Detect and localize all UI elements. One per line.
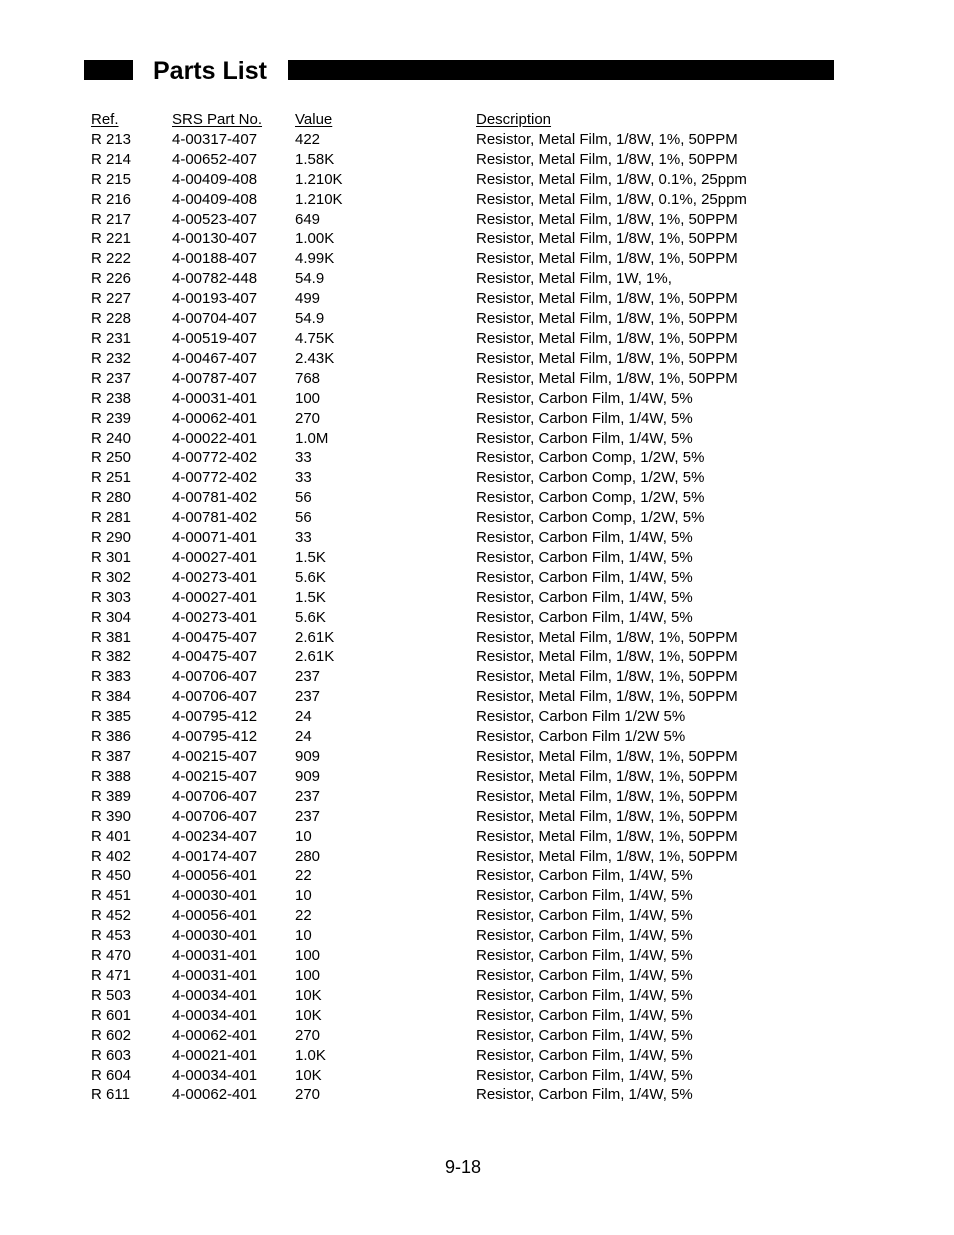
cell-ref: R 226 xyxy=(91,270,132,288)
cell-ref: R 301 xyxy=(91,548,132,566)
cell-value: 10 xyxy=(295,927,312,945)
cell-ref: R 387 xyxy=(91,748,132,765)
cell-description: Resistor, Metal Film, 1/8W, 1%, 50PPM xyxy=(476,150,738,168)
column-header-part-number: SRS Part No. xyxy=(172,111,263,128)
cell-description: Resistor, Carbon Film, 1/4W, 5% xyxy=(476,588,693,606)
cell-ref: R 227 xyxy=(91,290,132,308)
cell-description: Resistor, Carbon Film, 1/4W, 5% xyxy=(476,927,693,945)
cell-description: Resistor, Metal Film, 1/8W, 1%, 50PPM xyxy=(476,290,738,308)
cell-value: 10K xyxy=(295,1006,322,1024)
cell-description: Resistor, Metal Film, 1/8W, 1%, 50PPM xyxy=(476,369,738,387)
cell-part-number: 4-00475-407 xyxy=(172,648,258,666)
cell-part-number: 4-00795-412 xyxy=(172,728,258,746)
cell-description: Resistor, Carbon Film, 1/4W, 5% xyxy=(476,1026,693,1044)
cell-ref: R 384 xyxy=(91,688,132,706)
cell-description: Resistor, Metal Film, 1/8W, 0.1%, 25ppm xyxy=(476,190,747,208)
cell-part-number: 4-00782-448 xyxy=(172,270,258,288)
cell-part-number: 4-00787-407 xyxy=(172,369,258,387)
cell-value: 33 xyxy=(295,469,312,487)
page-number: 9-18 xyxy=(444,1157,482,1177)
cell-part-number: 4-00062-401 xyxy=(172,1026,258,1044)
cell-value: 499 xyxy=(295,290,321,308)
cell-ref: R 216 xyxy=(91,190,132,208)
cell-value: 10 xyxy=(295,887,312,905)
cell-description: Resistor, Carbon Film, 1/4W, 5% xyxy=(476,548,693,566)
cell-part-number: 4-00706-407 xyxy=(172,807,258,825)
cell-value: 2.43K xyxy=(295,349,335,367)
cell-value: 909 xyxy=(295,748,321,765)
cell-ref: R 471 xyxy=(91,966,132,984)
cell-part-number: 4-00795-412 xyxy=(172,708,258,726)
cell-ref: R 388 xyxy=(91,767,132,785)
cell-ref: R 601 xyxy=(91,1006,132,1024)
cell-ref: R 383 xyxy=(91,668,132,686)
cell-description: Resistor, Carbon Film, 1/4W, 5% xyxy=(476,887,693,905)
header-bar-left xyxy=(84,60,133,80)
cell-part-number: 4-00273-401 xyxy=(172,608,258,626)
column-header-ref: Ref. xyxy=(91,111,119,128)
header-bar-right xyxy=(288,60,834,80)
cell-ref: R 450 xyxy=(91,867,132,885)
cell-description: Resistor, Carbon Film, 1/4W, 5% xyxy=(476,986,693,1004)
cell-part-number: 4-00781-402 xyxy=(172,489,258,507)
cell-ref: R 389 xyxy=(91,787,132,805)
cell-part-number: 4-00174-407 xyxy=(172,847,258,865)
cell-part-number: 4-00772-402 xyxy=(172,469,258,487)
column-header-value: Value xyxy=(295,111,333,128)
cell-value: 24 xyxy=(295,708,312,726)
cell-part-number: 4-00031-401 xyxy=(172,966,258,984)
cell-part-number: 4-00519-407 xyxy=(172,329,258,347)
cell-value: 10 xyxy=(295,827,312,845)
cell-ref: R 453 xyxy=(91,927,132,945)
cell-ref: R 304 xyxy=(91,608,132,626)
cell-part-number: 4-00706-407 xyxy=(172,787,258,805)
cell-description: Resistor, Carbon Film, 1/4W, 5% xyxy=(476,1046,693,1064)
cell-ref: R 221 xyxy=(91,230,132,248)
cell-description: Resistor, Metal Film, 1/8W, 1%, 50PPM xyxy=(476,130,738,148)
cell-ref: R 251 xyxy=(91,469,132,487)
cell-description: Resistor, Carbon Film, 1/4W, 5% xyxy=(476,409,693,427)
cell-description: Resistor, Metal Film, 1/8W, 1%, 50PPM xyxy=(476,807,738,825)
cell-part-number: 4-00130-407 xyxy=(172,230,258,248)
cell-value: 2.61K xyxy=(295,648,335,666)
cell-ref: R 451 xyxy=(91,887,132,905)
cell-description: Resistor, Carbon Film, 1/4W, 5% xyxy=(476,529,693,547)
cell-value: 1.00K xyxy=(295,230,335,248)
cell-description: Resistor, Carbon Film, 1/4W, 5% xyxy=(476,947,693,965)
column-header-description: Description xyxy=(476,111,552,128)
cell-part-number: 4-00034-401 xyxy=(172,986,258,1004)
cell-part-number: 4-00031-401 xyxy=(172,947,258,965)
cell-value: 1.210K xyxy=(295,170,343,188)
cell-ref: R 217 xyxy=(91,210,132,228)
cell-value: 768 xyxy=(295,369,321,387)
cell-part-number: 4-00193-407 xyxy=(172,290,258,308)
cell-value: 270 xyxy=(295,1026,321,1044)
cell-ref: R 401 xyxy=(91,827,132,845)
cell-value: 4.99K xyxy=(295,250,335,268)
cell-value: 1.58K xyxy=(295,150,335,168)
cell-value: 100 xyxy=(295,947,321,965)
cell-ref: R 382 xyxy=(91,648,132,666)
cell-description: Resistor, Metal Film, 1/8W, 1%, 50PPM xyxy=(476,210,738,228)
cell-part-number: 4-00706-407 xyxy=(172,668,258,686)
cell-value: 422 xyxy=(295,130,321,148)
cell-description: Resistor, Metal Film, 1/8W, 1%, 50PPM xyxy=(476,250,738,268)
cell-part-number: 4-00317-407 xyxy=(172,130,258,148)
cell-value: 54.9 xyxy=(295,310,325,328)
cell-value: 10K xyxy=(295,1066,322,1084)
cell-value: 56 xyxy=(295,509,312,527)
cell-description: Resistor, Metal Film, 1/8W, 1%, 50PPM xyxy=(476,628,738,646)
cell-description: Resistor, Carbon Film, 1/4W, 5% xyxy=(476,1066,693,1084)
cell-part-number: 4-00234-407 xyxy=(172,827,258,845)
cell-ref: R 302 xyxy=(91,568,132,586)
cell-description: Resistor, Carbon Film, 1/4W, 5% xyxy=(476,867,693,885)
cell-description: Resistor, Metal Film, 1/8W, 1%, 50PPM xyxy=(476,767,738,785)
cell-ref: R 240 xyxy=(91,429,132,447)
cell-ref: R 215 xyxy=(91,170,132,188)
cell-ref: R 213 xyxy=(91,130,132,148)
cell-description: Resistor, Metal Film, 1/8W, 0.1%, 25ppm xyxy=(476,170,747,188)
cell-part-number: 4-00523-407 xyxy=(172,210,258,228)
cell-part-number: 4-00027-401 xyxy=(172,548,258,566)
cell-value: 5.6K xyxy=(295,568,326,586)
cell-value: 649 xyxy=(295,210,321,228)
cell-value: 237 xyxy=(295,668,321,686)
cell-ref: R 602 xyxy=(91,1026,132,1044)
cell-value: 1.210K xyxy=(295,190,343,208)
cell-value: 33 xyxy=(295,529,312,547)
cell-part-number: 4-00062-401 xyxy=(172,409,258,427)
cell-description: Resistor, Carbon Comp, 1/2W, 5% xyxy=(476,449,705,467)
cell-ref: R 239 xyxy=(91,409,132,427)
cell-description: Resistor, Metal Film, 1/8W, 1%, 50PPM xyxy=(476,748,738,765)
cell-ref: R 303 xyxy=(91,588,132,606)
cell-description: Resistor, Metal Film, 1/8W, 1%, 50PPM xyxy=(476,349,738,367)
cell-part-number: 4-00273-401 xyxy=(172,568,258,586)
cell-ref: R 385 xyxy=(91,708,132,726)
cell-part-number: 4-00056-401 xyxy=(172,867,258,885)
cell-part-number: 4-00409-408 xyxy=(172,170,258,188)
cell-part-number: 4-00030-401 xyxy=(172,887,258,905)
cell-ref: R 452 xyxy=(91,907,132,925)
cell-part-number: 4-00652-407 xyxy=(172,150,258,168)
cell-part-number: 4-00215-407 xyxy=(172,748,258,765)
cell-description: Resistor, Carbon Film, 1/4W, 5% xyxy=(476,966,693,984)
cell-part-number: 4-00031-401 xyxy=(172,389,258,407)
cell-description: Resistor, Carbon Comp, 1/2W, 5% xyxy=(476,489,705,507)
cell-part-number: 4-00706-407 xyxy=(172,688,258,706)
cell-ref: R 232 xyxy=(91,349,132,367)
cell-part-number: 4-00056-401 xyxy=(172,907,258,925)
cell-value: 22 xyxy=(295,907,312,925)
cell-ref: R 386 xyxy=(91,728,132,746)
cell-ref: R 611 xyxy=(91,1086,130,1104)
cell-part-number: 4-00772-402 xyxy=(172,449,258,467)
cell-part-number: 4-00027-401 xyxy=(172,588,258,606)
cell-ref: R 228 xyxy=(91,310,132,328)
cell-ref: R 402 xyxy=(91,847,132,865)
cell-value: 100 xyxy=(295,389,321,407)
cell-value: 237 xyxy=(295,807,321,825)
cell-description: Resistor, Carbon Comp, 1/2W, 5% xyxy=(476,509,705,527)
cell-ref: R 231 xyxy=(91,329,132,347)
cell-value: 237 xyxy=(295,688,321,706)
cell-value: 1.5K xyxy=(295,588,326,606)
cell-value: 270 xyxy=(295,1086,321,1104)
cell-description: Resistor, Carbon Film, 1/4W, 5% xyxy=(476,907,693,925)
cell-value: 1.5K xyxy=(295,548,326,566)
cell-description: Resistor, Metal Film, 1/8W, 1%, 50PPM xyxy=(476,847,738,865)
cell-description: Resistor, Metal Film, 1/8W, 1%, 50PPM xyxy=(476,329,738,347)
cell-ref: R 470 xyxy=(91,947,132,965)
cell-value: 909 xyxy=(295,767,321,785)
cell-value: 1.0M xyxy=(295,429,329,447)
cell-description: Resistor, Carbon Film, 1/4W, 5% xyxy=(476,608,693,626)
cell-value: 10K xyxy=(295,986,322,1004)
cell-ref: R 604 xyxy=(91,1066,132,1084)
cell-description: Resistor, Carbon Film 1/2W 5% xyxy=(476,728,686,746)
cell-ref: R 290 xyxy=(91,529,132,547)
cell-value: 54.9 xyxy=(295,270,325,288)
cell-part-number: 4-00475-407 xyxy=(172,628,258,646)
cell-description: Resistor, Carbon Film, 1/4W, 5% xyxy=(476,1006,693,1024)
cell-ref: R 280 xyxy=(91,489,132,507)
cell-description: Resistor, Carbon Film, 1/4W, 5% xyxy=(476,389,693,407)
cell-description: Resistor, Carbon Film, 1/4W, 5% xyxy=(476,568,693,586)
cell-description: Resistor, Carbon Film, 1/4W, 5% xyxy=(476,1086,693,1104)
cell-value: 1.0K xyxy=(295,1046,326,1064)
cell-part-number: 4-00467-407 xyxy=(172,349,258,367)
cell-part-number: 4-00021-401 xyxy=(172,1046,258,1064)
cell-part-number: 4-00022-401 xyxy=(172,429,258,447)
cell-description: Resistor, Carbon Comp, 1/2W, 5% xyxy=(476,469,705,487)
cell-value: 270 xyxy=(295,409,321,427)
cell-part-number: 4-00034-401 xyxy=(172,1066,258,1084)
cell-ref: R 603 xyxy=(91,1046,132,1064)
cell-part-number: 4-00409-408 xyxy=(172,190,258,208)
cell-part-number: 4-00071-401 xyxy=(172,529,258,547)
cell-description: Resistor, Metal Film, 1/8W, 1%, 50PPM xyxy=(476,668,738,686)
cell-value: 280 xyxy=(295,847,321,865)
cell-description: Resistor, Metal Film, 1/8W, 1%, 50PPM xyxy=(476,648,738,666)
cell-value: 4.75K xyxy=(295,329,335,347)
cell-ref: R 237 xyxy=(91,369,132,387)
cell-description: Resistor, Metal Film, 1/8W, 1%, 50PPM xyxy=(476,827,738,845)
cell-part-number: 4-00781-402 xyxy=(172,509,258,527)
cell-value: 237 xyxy=(295,787,321,805)
cell-value: 56 xyxy=(295,489,312,507)
cell-value: 22 xyxy=(295,867,312,885)
cell-description: Resistor, Metal Film, 1/8W, 1%, 50PPM xyxy=(476,310,738,328)
cell-description: Resistor, Metal Film, 1/8W, 1%, 50PPM xyxy=(476,787,738,805)
cell-ref: R 238 xyxy=(91,389,132,407)
cell-part-number: 4-00030-401 xyxy=(172,927,258,945)
cell-value: 2.61K xyxy=(295,628,335,646)
cell-ref: R 222 xyxy=(91,250,132,268)
cell-part-number: 4-00062-401 xyxy=(172,1086,258,1104)
cell-part-number: 4-00034-401 xyxy=(172,1006,258,1024)
cell-value: 100 xyxy=(295,966,321,984)
page-title: Parts List xyxy=(153,57,267,85)
cell-ref: R 503 xyxy=(91,986,132,1004)
cell-description: Resistor, Carbon Film, 1/4W, 5% xyxy=(476,429,693,447)
cell-description: Resistor, Metal Film, 1/8W, 1%, 50PPM xyxy=(476,230,738,248)
cell-ref: R 381 xyxy=(91,628,132,646)
cell-description: Resistor, Carbon Film 1/2W 5% xyxy=(476,708,686,726)
cell-value: 24 xyxy=(295,728,312,746)
cell-part-number: 4-00215-407 xyxy=(172,767,258,785)
cell-description: Resistor, Metal Film, 1W, 1%, xyxy=(476,270,672,288)
cell-value: 5.6K xyxy=(295,608,326,626)
cell-ref: R 250 xyxy=(91,449,132,467)
cell-ref: R 281 xyxy=(91,509,132,527)
cell-value: 33 xyxy=(295,449,312,467)
cell-description: Resistor, Metal Film, 1/8W, 1%, 50PPM xyxy=(476,688,738,706)
cell-ref: R 390 xyxy=(91,807,132,825)
cell-ref: R 214 xyxy=(91,150,132,168)
cell-part-number: 4-00188-407 xyxy=(172,250,258,268)
cell-part-number: 4-00704-407 xyxy=(172,310,258,328)
